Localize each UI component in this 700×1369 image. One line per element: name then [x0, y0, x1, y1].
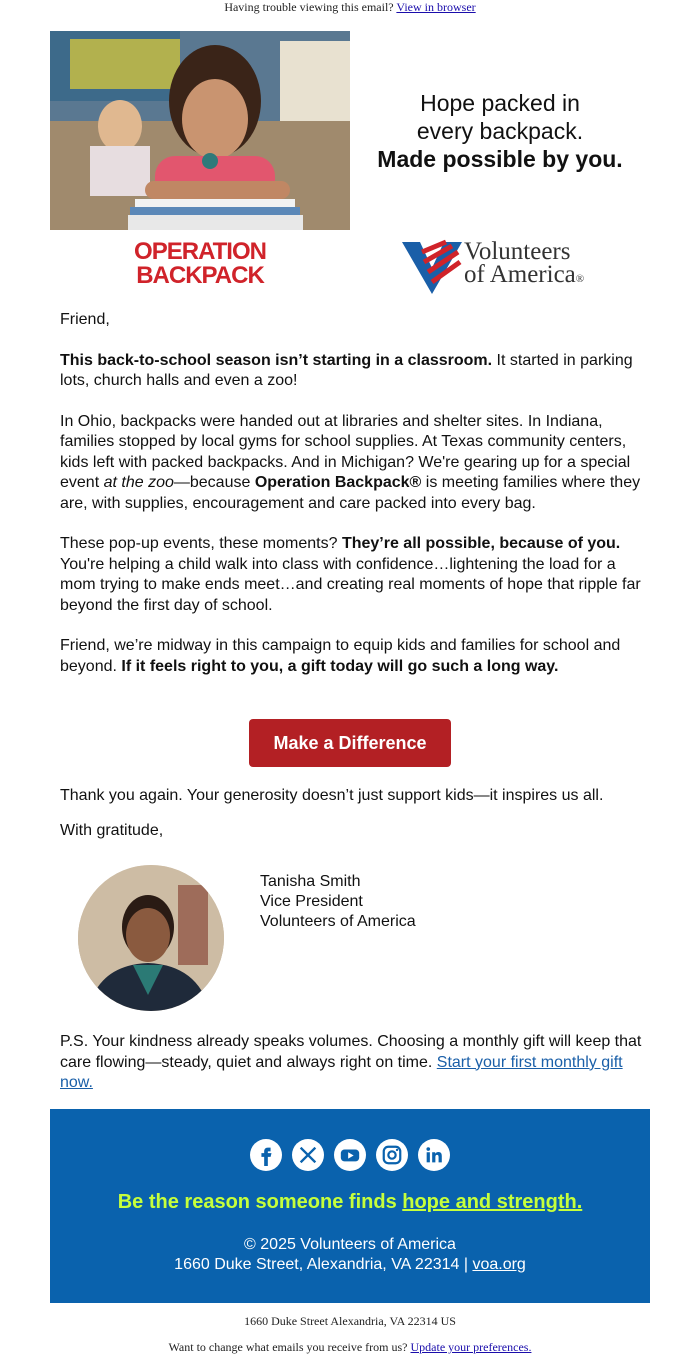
thank-you-text: Thank you again. Your generosity doesn’t just support kids—it inspires us all. — [60, 787, 604, 804]
paragraph-2-b: —because — [173, 474, 255, 491]
paragraph-2-c: is meeting families where they are, with supplies, encouragement and care packed into every bag. — [60, 474, 641, 512]
signoff-text: With gratitude, — [60, 821, 164, 839]
hero-line-2: every backpack. — [416, 117, 584, 144]
signer-avatar — [78, 865, 224, 1011]
hero-section — [50, 31, 650, 231]
make-a-difference-button[interactable]: Make a Difference — [249, 719, 451, 767]
paragraph-2-a: In Ohio, backpacks were handed out at libraries and shelter sites. In Indiana, families stopped by local gyms for school supplies. At Texas community centers, kids left with packed backpacks. And in Michigan? We're gearing up for a special event — [60, 412, 631, 491]
x-icon[interactable] — [292, 1139, 324, 1171]
voa-chevron-icon — [402, 238, 462, 294]
social-links — [50, 1139, 650, 1171]
paragraph-2 — [60, 412, 645, 515]
preferences-text: Want to change what emails you receive from us? — [168, 1340, 408, 1354]
paragraph-1-bold: This back-to-school season isn’t starting in a classroom. — [60, 351, 493, 369]
signature-block — [260, 872, 416, 932]
linkedin-icon[interactable] — [418, 1139, 450, 1171]
hero-line-1: Hope packed in — [420, 89, 580, 116]
trouble-viewing-text: Having trouble viewing this email? — [224, 0, 394, 14]
operation-backpack-line-2: BACKPACK — [136, 262, 264, 289]
voa-wordmark-line-2-text: of America — [464, 261, 576, 288]
footer-tagline — [50, 1191, 650, 1214]
signer-title: Vice President — [260, 893, 363, 910]
paragraph-3-a: These pop-up events, these moments? — [60, 535, 342, 552]
paragraph-4-bold: If it feels right to you, a gift today will go such a long way. — [121, 657, 559, 675]
closing-section — [60, 786, 650, 855]
preferences-line — [0, 1340, 700, 1354]
postscript — [60, 1032, 645, 1094]
letter-body — [60, 310, 645, 697]
ps-text: P.S. Your kindness already speaks volumes. Choosing a monthly gift will keep that care flowing—steady, quiet and always right on time. — [60, 1033, 642, 1071]
voa-wordmark-line-2 — [464, 263, 584, 291]
footer-address-line — [50, 1255, 650, 1275]
hero-headline — [350, 31, 650, 230]
view-in-browser-bar — [0, 0, 700, 30]
paragraph-3 — [60, 534, 645, 616]
legal-address: 1660 Duke Street Alexandria, VA 22314 US — [244, 1314, 456, 1328]
cta-wrapper — [249, 719, 451, 767]
logo-row — [50, 236, 650, 296]
signer-avatar-illustration — [78, 865, 224, 1011]
hero-photo-girl-with-books — [50, 31, 350, 230]
start-monthly-gift-link[interactable]: Start your first monthly gift now. — [60, 1053, 623, 1091]
voa-site-link[interactable]: voa.org — [472, 1256, 526, 1273]
operation-backpack-logo — [130, 240, 270, 292]
paragraph-4 — [60, 636, 645, 677]
volunteers-of-america-logo — [402, 238, 602, 296]
paragraph-2-bold: Operation Backpack® — [254, 474, 422, 491]
hero-photo-illustration — [50, 31, 350, 230]
instagram-icon[interactable] — [376, 1139, 408, 1171]
paragraph-3-bold: They’re all possible, because of you. — [341, 535, 621, 552]
footer-banner — [50, 1109, 650, 1303]
youtube-icon[interactable] — [334, 1139, 366, 1171]
paragraph-4-a: Friend, we’re midway in this campaign to equip kids and families for school and beyond. — [60, 637, 621, 675]
greeting: Friend, — [60, 311, 110, 328]
paragraph-1-rest: It started in parking lots, church halls and even a zoo! — [60, 351, 633, 389]
copyright-text: © 2025 Volunteers of America — [244, 1236, 456, 1253]
update-preferences-link[interactable]: Update your preferences. — [410, 1340, 532, 1354]
tagline-text: Be the reason someone finds — [117, 1191, 403, 1213]
hero-line-3: Made possible by you. — [377, 145, 623, 172]
copyright-block — [50, 1235, 650, 1275]
paragraph-2-italic: at the zoo — [103, 474, 174, 491]
facebook-icon[interactable] — [250, 1139, 282, 1171]
voa-wordmark — [464, 240, 584, 291]
signer-org: Volunteers of America — [260, 913, 416, 930]
voa-wordmark-line-1: Volunteers — [464, 238, 571, 265]
view-in-browser-link[interactable]: View in browser — [396, 0, 476, 14]
voa-registered-mark: ® — [575, 273, 585, 285]
paragraph-1 — [60, 351, 645, 392]
signer-name: Tanisha Smith — [260, 873, 361, 890]
operation-backpack-line-1: OPERATION — [134, 238, 266, 265]
legal-footer — [0, 1314, 700, 1366]
paragraph-3-b: You're helping a child walk into class with confidence…lightening the load for a mom trying to make ends meet…and creating real moments of hope that ripple far beyond the first day of school. — [60, 555, 641, 614]
footer-address: 1660 Duke Street, Alexandria, VA 22314 | — [174, 1256, 473, 1273]
hope-and-strength-link[interactable]: hope and strength. — [402, 1191, 583, 1213]
